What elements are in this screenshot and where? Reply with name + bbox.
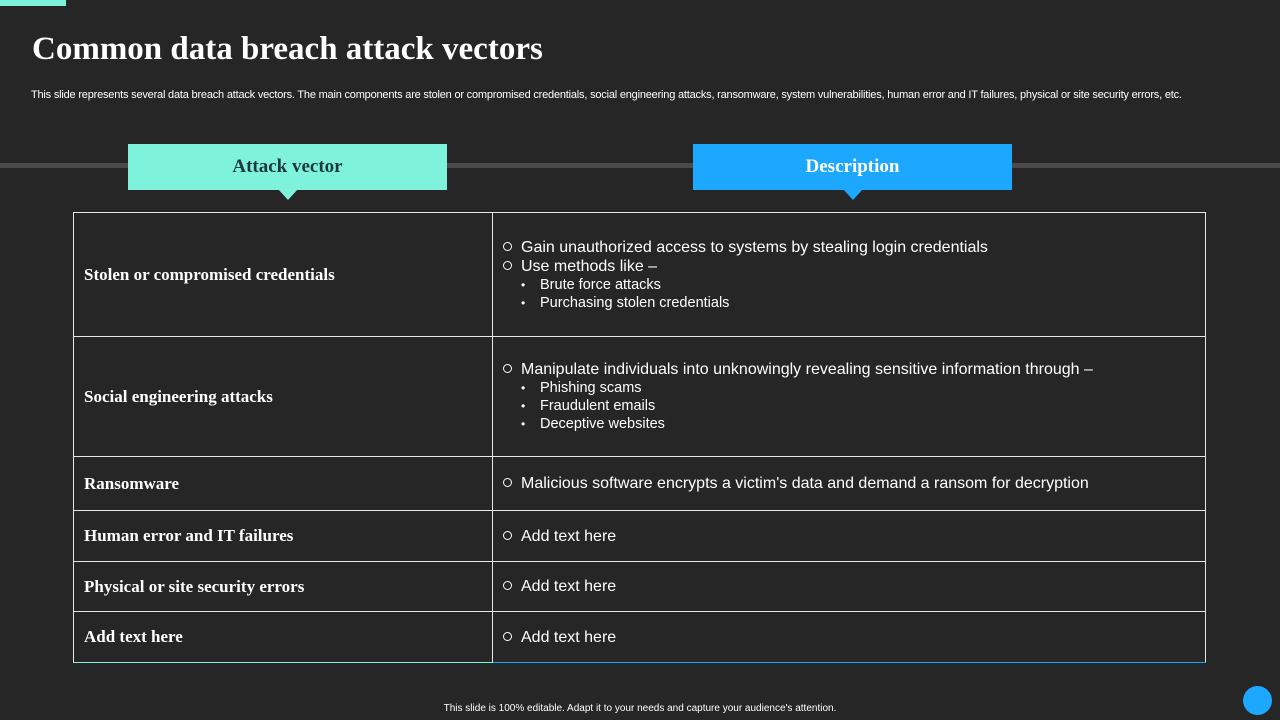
hollow-circle-bullet-icon [503,531,512,540]
description-item-text: Malicious software encrypts a victim's data and demand a ransom for decryption [521,475,1089,492]
hollow-circle-bullet-icon [503,261,512,270]
table-row [74,337,1206,457]
attack-vector-header-label: Attack vector [232,156,343,177]
table-row [74,511,1206,562]
description-item-text: Add text here [521,628,617,646]
description-cell [493,337,1206,457]
description-cell [493,562,1206,612]
description-item [503,628,1205,647]
hollow-circle-bullet-icon [503,632,512,641]
vector-label: Human error and IT failures [84,526,294,545]
solid-dot-bullet-icon: • [521,277,526,292]
description-item-text: Use methods like – [521,257,658,275]
solid-dot-bullet-icon: • [521,399,526,413]
description-cell [493,213,1206,337]
description-item-text: Add text here [521,578,617,595]
table-row [74,213,1206,337]
description-cell [493,457,1206,511]
attack-vectors-table [73,212,1206,663]
hollow-circle-bullet-icon [503,581,512,590]
description-subitem [503,379,1205,397]
description-item [503,527,1205,546]
description-subitem [503,276,1205,294]
table-row [74,612,1206,663]
description-subitem [503,415,1205,433]
attack-vectors-table-body [74,213,1206,663]
description-header [693,144,1012,190]
description-item-text: Add text here [521,527,617,545]
vector-label: Add text here [84,627,183,646]
solid-dot-bullet-icon: • [521,381,526,395]
description-item [503,257,1205,276]
corner-accent-bar [0,0,66,6]
description-header-label: Description [805,156,900,177]
description-item [503,474,1205,493]
vector-label: Physical or site security errors [84,576,305,596]
description-subitem-text: Fraudulent emails [540,398,656,414]
description-subitem-text: Brute force attacks [540,276,661,293]
slide-footer: This slide is 100% editable. Adapt it to your needs and capture your audience's attention. [443,703,837,714]
description-subitem-text: Deceptive websites [540,416,665,432]
description-subitem [503,294,1205,312]
description-subitem-text: Purchasing stolen credentials [540,294,730,311]
corner-circle-decoration [1243,686,1272,715]
vector-label: Ransomware [84,473,180,493]
solid-dot-bullet-icon: • [521,417,526,431]
hollow-circle-bullet-icon [503,364,512,373]
vector-cell [74,511,493,562]
description-item [503,577,1205,596]
description-item [503,238,1205,257]
description-subitem [503,397,1205,415]
vector-cell [74,612,493,663]
hollow-circle-bullet-icon [503,478,512,487]
table-row [74,562,1206,612]
vector-label: Social engineering attacks [84,386,273,406]
vector-label: Stolen or compromised credentials [84,264,335,284]
description-cell [493,612,1206,663]
vector-cell [74,457,493,511]
solid-dot-bullet-icon: • [521,295,526,310]
description-item-text: Manipulate individuals into unknowingly revealing sensitive information through – [521,361,1093,378]
slide-title: Common data breach attack vectors [32,31,543,67]
description-cell [493,511,1206,562]
vector-cell [74,562,493,612]
description-item-text: Gain unauthorized access to systems by stealing login credentials [521,238,988,256]
vector-cell [74,213,493,337]
description-item [503,360,1205,379]
table-row [74,457,1206,511]
vector-cell [74,337,493,457]
slide-subtitle: This slide represents several data breach attack vectors. The main components are stolen or compromised credentials, social engineering attacks, ransomware, system vulnerabilities, human error and IT failures, physical or site security errors, etc. [31,89,1182,101]
hollow-circle-bullet-icon [503,242,512,251]
description-subitem-text: Phishing scams [540,380,642,396]
attack-vector-header [128,144,447,190]
